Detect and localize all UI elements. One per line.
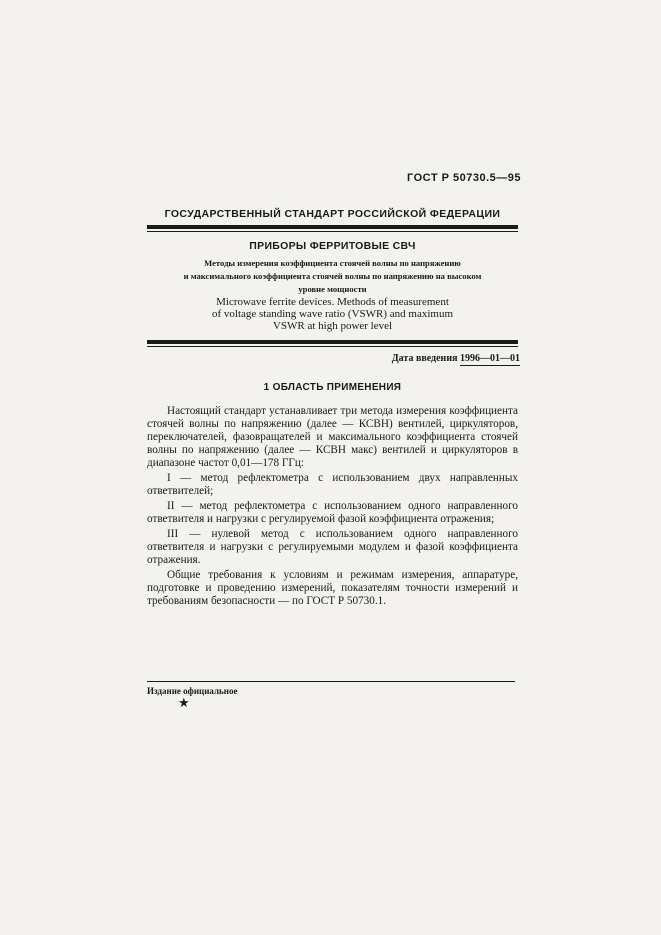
title-en-line: VSWR at high power level [272, 320, 393, 332]
paragraph: I — метод рефлектометра с использованием двух направленных ответвителей; [147, 472, 518, 497]
title-ru-main: ПРИБОРЫ ФЕРРИТОВЫЕ СВЧ [249, 240, 416, 252]
date-label: Дата введения [391, 353, 458, 364]
title-en-line: Microwave ferrite devices. Methods of measurement [216, 296, 449, 308]
section-body [147, 405, 518, 610]
title-ru-subtitle [145, 257, 520, 296]
title-en-line: of voltage standing wave ratio (VSWR) and maximum [211, 308, 454, 320]
gost-code: ГОСТ Р 50730.5—95 [407, 172, 521, 184]
title-ru-sub-line: и максимального коэффициента стоячей волны по напряжению на высоком [183, 271, 482, 281]
title-ru-sub-line: Методы измерения коэффициента стоячей волны по напряжению [204, 258, 461, 268]
header-rule-thick [147, 225, 518, 229]
section-heading: 1 ОБЛАСТЬ ПРИМЕНЕНИЯ [263, 382, 402, 393]
header-rule-thin [147, 231, 518, 232]
title-rule-thick [147, 340, 518, 344]
footer-rule [147, 681, 515, 682]
paragraph: II — метод рефлектометра с использованием одного направленного ответвителя и нагрузки с регулируемой фазой коэффициента отражения; [147, 500, 518, 525]
star-icon: ★ [178, 696, 190, 711]
state-standard-heading: ГОСУДАРСТВЕННЫЙ СТАНДАРТ РОССИЙСКОЙ ФЕДЕРАЦИИ [164, 208, 501, 220]
date-of-introduction [392, 353, 520, 364]
paragraph: III — нулевой метод с использованием одного направленного ответвителя и нагрузки с регулируемыми модулем и фазой коэффициента отражения. [147, 528, 518, 566]
title-ru-sub-line: уровне мощности [298, 284, 367, 294]
official-edition: Издание официальное [147, 686, 238, 696]
date-value: 1996—01—01 [460, 353, 520, 364]
title-en [145, 296, 520, 332]
paragraph: Настоящий стандарт устанавливает три метода измерения коэффициента стоячей волны по напряжению (далее — КСВН) вентилей, циркуляторов, переключателей, фазовращателей и максимального коэффициента стоячей волны по напряжению (далее — КСВН макс) вентилей и циркуляторов в диапазоне частот 0,01—178 ГГц: [147, 405, 518, 469]
paragraph: Общие требования к условиям и режимам измерения, аппаратуре, подготовке и проведению измерений, показателям точности измерений и требованиям безопасности — по ГОСТ Р 50730.1. [147, 569, 518, 607]
title-rule-thin [147, 346, 518, 347]
